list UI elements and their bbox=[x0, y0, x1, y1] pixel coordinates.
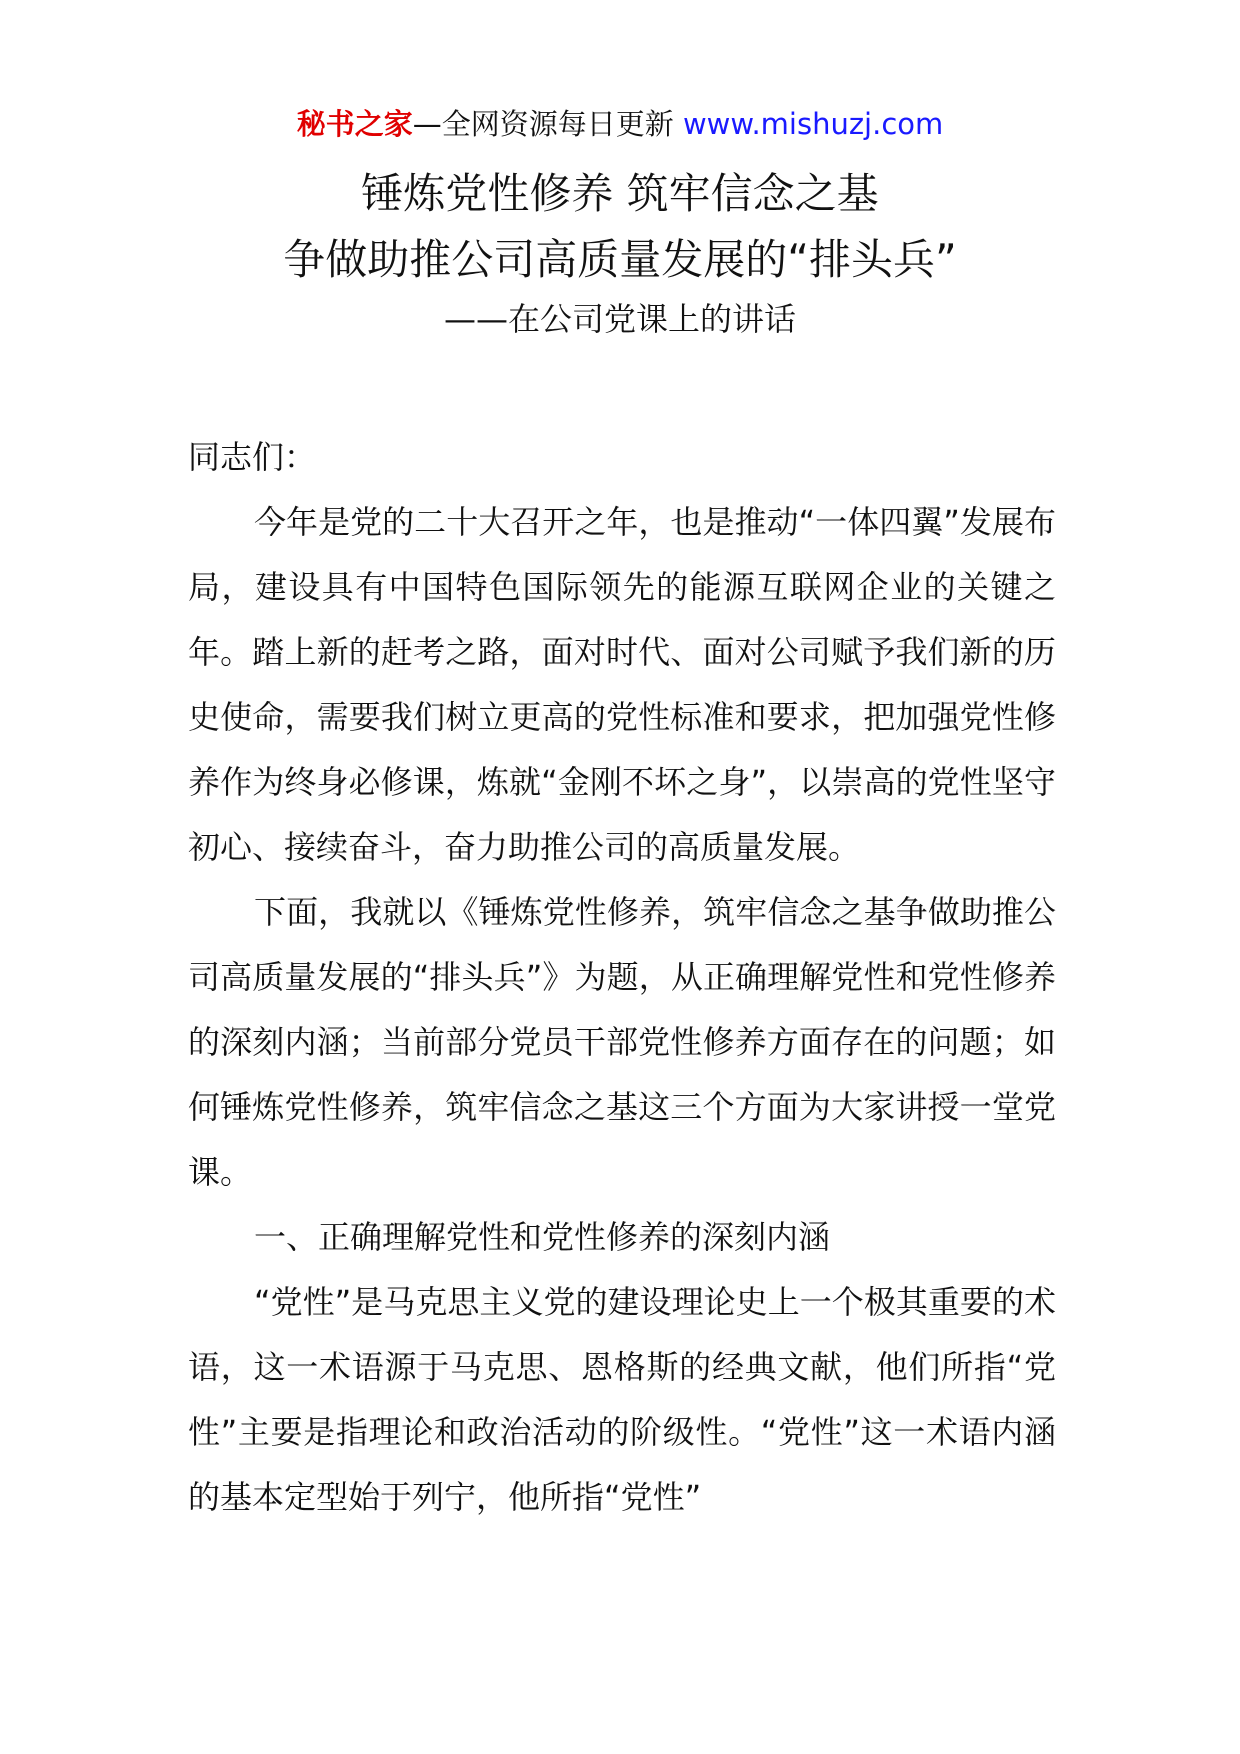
paragraph: “党性”是马克思主义党的建设理论史上一个极其重要的术语，这一术语源于马克思、恩格斯的经典文献，他们所指“党性”主要是指理论和政治活动的阶级性。“党性”这一术语内涵的基本定型始于列宁，他所指“党性” bbox=[188, 1283, 1056, 1516]
header-tagline: —全网资源每日更新 bbox=[412, 107, 674, 141]
site-header bbox=[0, 100, 1240, 148]
site-url-link[interactable]: www.mishuzj.com bbox=[682, 107, 944, 141]
brand-name: 秘书之家 bbox=[296, 107, 413, 141]
document-title-line-2: 争做助推公司高质量发展的“排头兵” bbox=[283, 235, 957, 284]
document-subtitle: ——在公司党课上的讲话 bbox=[443, 300, 796, 338]
document-body bbox=[188, 425, 1056, 1530]
paragraph: 下面，我就以《锤炼党性修养，筑牢信念之基争做助推公司高质量发展的“排头兵”》为题，从正确理解党性和党性修养的深刻内涵；当前部分党员干部党性修养方面存在的问题；如何锤炼党性修养，筑牢信念之基这三个方面为大家讲授一堂党课。 bbox=[188, 893, 1056, 1191]
paragraph: 今年是党的二十大召开之年，也是推动“一体四翼”发展布局，建设具有中国特色国际领先的能源互联网企业的关键之年。踏上新的赶考之路，面对时代、面对公司赋予我们新的历史使命，需要我们树立更高的党性标准和要求，把加强党性修养作为终身必修课，炼就“金刚不坏之身”，以崇高的党性坚守初心、接续奋斗，奋力助推公司的高质量发展。 bbox=[188, 503, 1056, 866]
section-heading: 一、正确理解党性和党性修养的深刻内涵 bbox=[254, 1218, 831, 1256]
salutation: 同志们： bbox=[188, 438, 317, 476]
document-title-line-1: 锤炼党性修养 筑牢信念之基 bbox=[361, 169, 879, 218]
